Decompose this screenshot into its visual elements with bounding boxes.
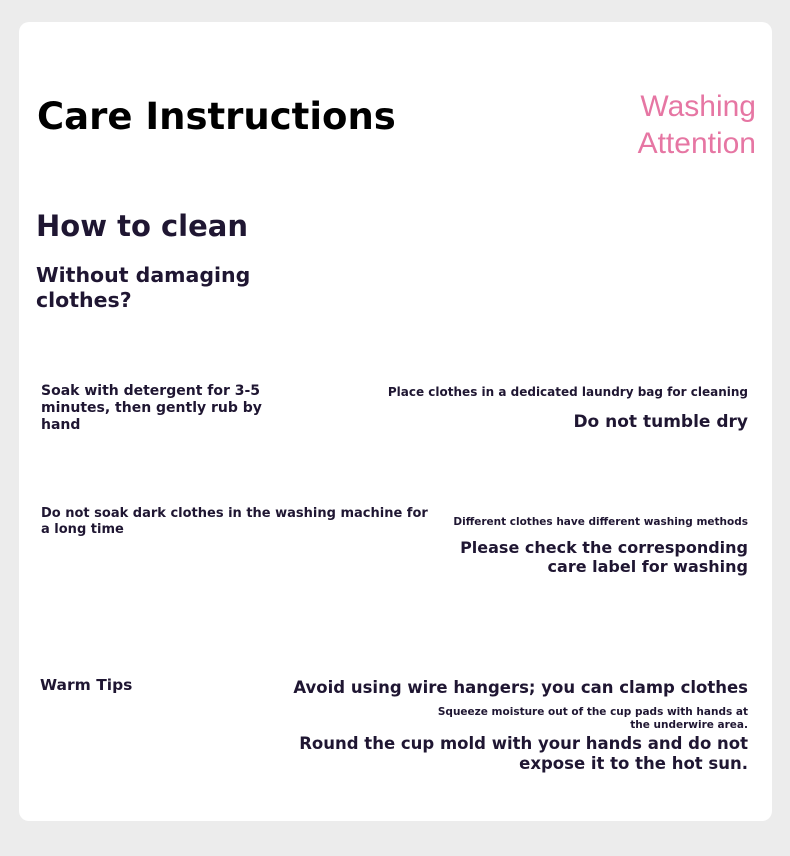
cup-pads-line-1: Squeeze moisture out of the cup pads with hands at xyxy=(437,706,748,718)
tip-soak: Soak with detergent for 3-5 minutes, then gently rub by hand xyxy=(41,383,262,433)
page-title: Care Instructions xyxy=(37,95,396,138)
washing-attention-label xyxy=(536,88,756,162)
accent-line-1: Washing xyxy=(640,90,756,123)
warm-tips-label: Warm Tips xyxy=(40,676,133,694)
tip-hangers: Avoid using wire hangers; you can clamp clothes xyxy=(293,678,748,697)
tip-laundry-bag: Place clothes in a dedicated laundry bag for cleaning xyxy=(387,385,748,399)
care-label-line-1: Please check the corresponding xyxy=(460,538,748,557)
accent-line-2: Attention xyxy=(637,127,756,160)
cup-mold-line-2: expose it to the hot sun. xyxy=(519,754,748,773)
intro-subheading: Without damaging clothes? xyxy=(36,263,251,312)
tip-dark-clothes: Do not soak dark clothes in the washing machine for a long time xyxy=(41,506,428,537)
tip-cup-pads xyxy=(408,706,748,732)
care-label-line-2: care label for washing xyxy=(547,557,748,576)
tip-cup-mold xyxy=(288,734,748,774)
tip-care-label xyxy=(428,538,748,576)
tip-no-tumble-dry: Do not tumble dry xyxy=(573,412,748,432)
cup-mold-line-1: Round the cup mold with your hands and do not xyxy=(299,734,748,753)
care-card xyxy=(19,22,772,821)
cup-pads-line-2: the underwire area. xyxy=(630,719,748,731)
intro-heading: How to clean xyxy=(36,209,248,243)
tip-washing-methods: Different clothes have different washing methods xyxy=(453,516,748,528)
